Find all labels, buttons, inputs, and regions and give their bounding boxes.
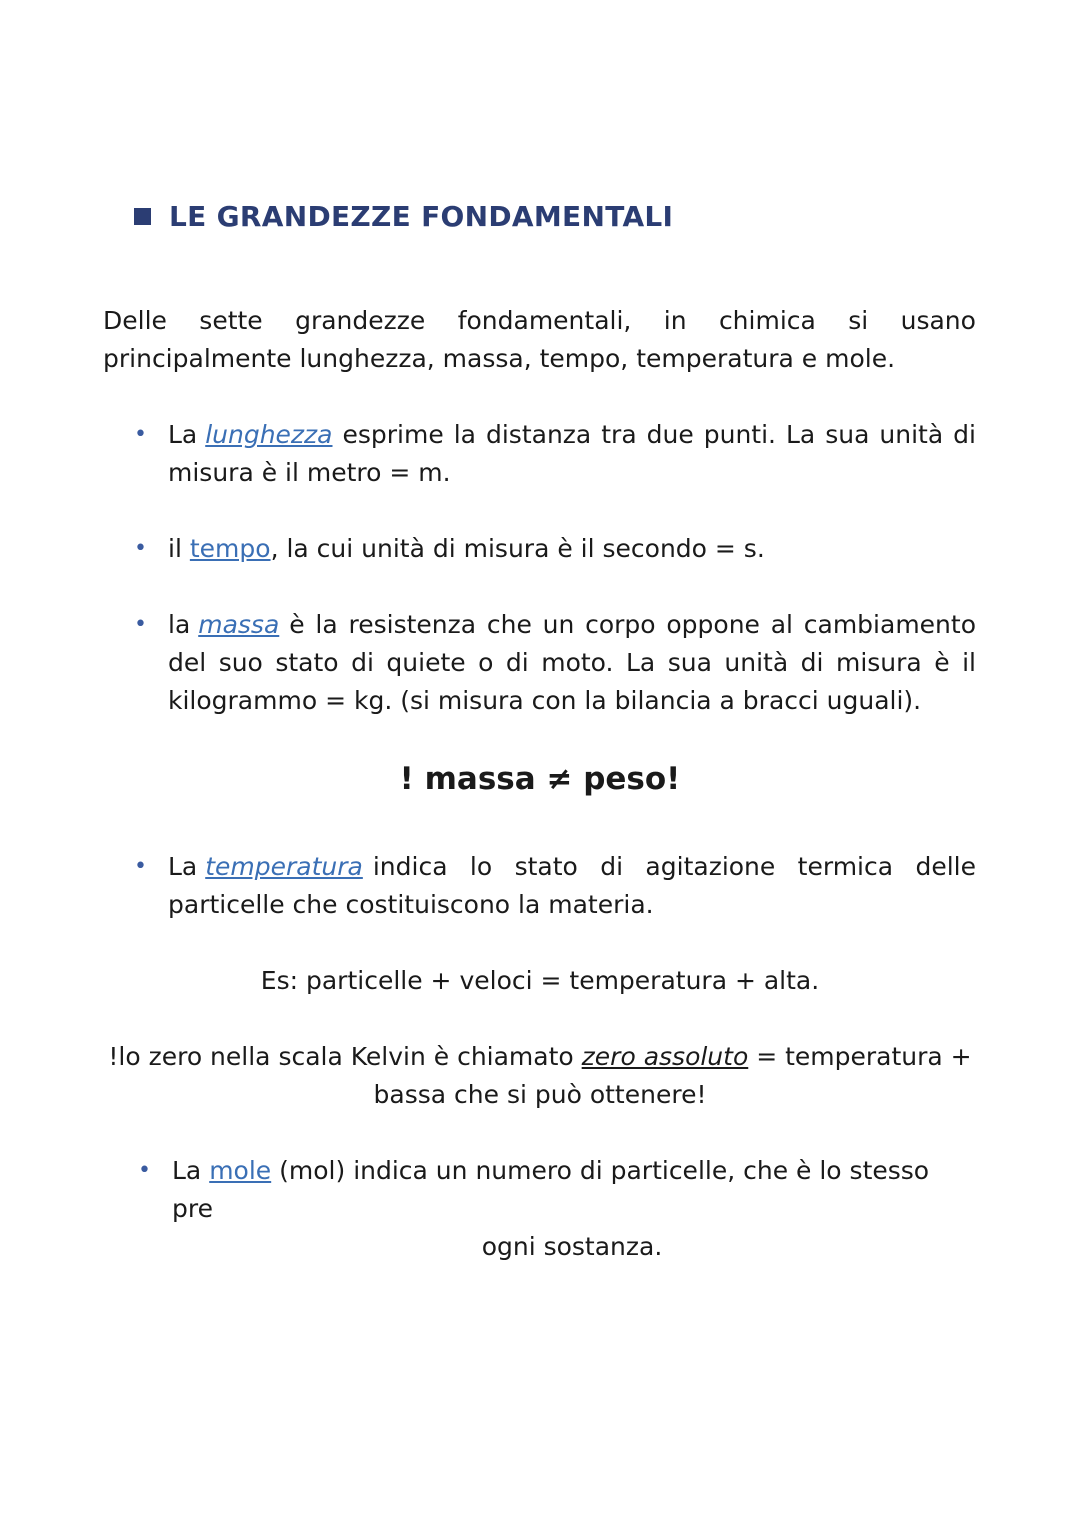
- temperature-example: Es: particelle + veloci = temperatura + alta.: [260, 966, 820, 995]
- kelvin-prefix: !lo zero nella scala Kelvin è chiamato: [108, 1042, 574, 1071]
- bullet-line: misura è il metro = m.: [168, 458, 451, 487]
- intro-word: grandezze: [295, 306, 426, 335]
- term-mole: mole: [209, 1156, 272, 1185]
- kelvin-line-1: [0, 1038, 1080, 1076]
- bullet-text: (mol) indica un numero di particelle, che è lo stesso pre: [172, 1156, 930, 1223]
- bullet-line: particelle che costituiscono la materia.: [168, 890, 654, 919]
- intro-word: in: [663, 306, 687, 335]
- intro-word: sette: [199, 306, 263, 335]
- intro-word: usano: [900, 306, 976, 335]
- term-temperatura: temperatura: [205, 852, 363, 881]
- massa-peso-note: ! massa ≠ peso!: [399, 761, 681, 797]
- bullet-dot-icon: •: [134, 854, 147, 879]
- bullet-line: del suo stato di quiete o di moto. La sua unità di misura è il: [168, 648, 976, 677]
- bullet-text: , la cui unità di misura è il secondo = s.: [270, 534, 765, 563]
- bullet-dot-icon: •: [134, 612, 147, 637]
- term-zero-assoluto: zero assoluto: [581, 1042, 749, 1071]
- bullet-prefix: La: [168, 852, 198, 881]
- term-massa: massa: [198, 610, 280, 639]
- intro-line-1: [103, 302, 976, 340]
- bullet-temperatura: [134, 848, 976, 924]
- bullet-line: [172, 1152, 972, 1228]
- bullet-line: [168, 606, 976, 644]
- square-bullet-icon: [134, 208, 151, 225]
- kelvin-line-2: bassa che si può ottenere!: [373, 1080, 707, 1109]
- intro-line-2: principalmente lunghezza, massa, tempo, temperatura e mole.: [103, 344, 896, 373]
- section-title: LE GRANDEZZE FONDAMENTALI: [169, 200, 674, 233]
- bullet-text: esprime la distanza tra due punti. La sua unità di: [342, 420, 976, 449]
- bullet-tempo: [134, 530, 976, 568]
- intro-word: chimica: [718, 306, 816, 335]
- bullet-line: ogni sostanza.: [481, 1232, 663, 1261]
- bullet-line: [168, 416, 976, 454]
- bullet-prefix: il: [168, 534, 182, 563]
- bullet-prefix: la: [168, 610, 191, 639]
- bullet-dot-icon: •: [134, 536, 147, 561]
- intro-word: fondamentali,: [457, 306, 632, 335]
- intro-word: Delle: [103, 306, 167, 335]
- kelvin-note: [0, 1038, 1080, 1114]
- intro-paragraph: [103, 302, 976, 378]
- bullet-dot-icon: •: [134, 422, 147, 447]
- bullet-dot-icon: •: [138, 1158, 151, 1183]
- section-heading: [134, 200, 673, 233]
- bullet-line: [168, 848, 976, 886]
- bullet-mole: [138, 1152, 972, 1266]
- bullet-massa: [134, 606, 976, 720]
- term-lunghezza: lunghezza: [205, 420, 333, 449]
- bullet-prefix: La: [172, 1156, 202, 1185]
- bullet-text: è la resistenza che un corpo oppone al cambiamento: [289, 610, 976, 639]
- bullet-lunghezza: [134, 416, 976, 492]
- bullet-line: kilogrammo = kg. (si misura con la bilancia a bracci uguali).: [168, 686, 922, 715]
- kelvin-suffix: = temperatura +: [756, 1042, 972, 1071]
- intro-word: si: [848, 306, 869, 335]
- bullet-prefix: La: [168, 420, 198, 449]
- bullet-text: indica lo stato di agitazione termica delle: [372, 852, 976, 881]
- term-tempo: tempo: [189, 534, 271, 563]
